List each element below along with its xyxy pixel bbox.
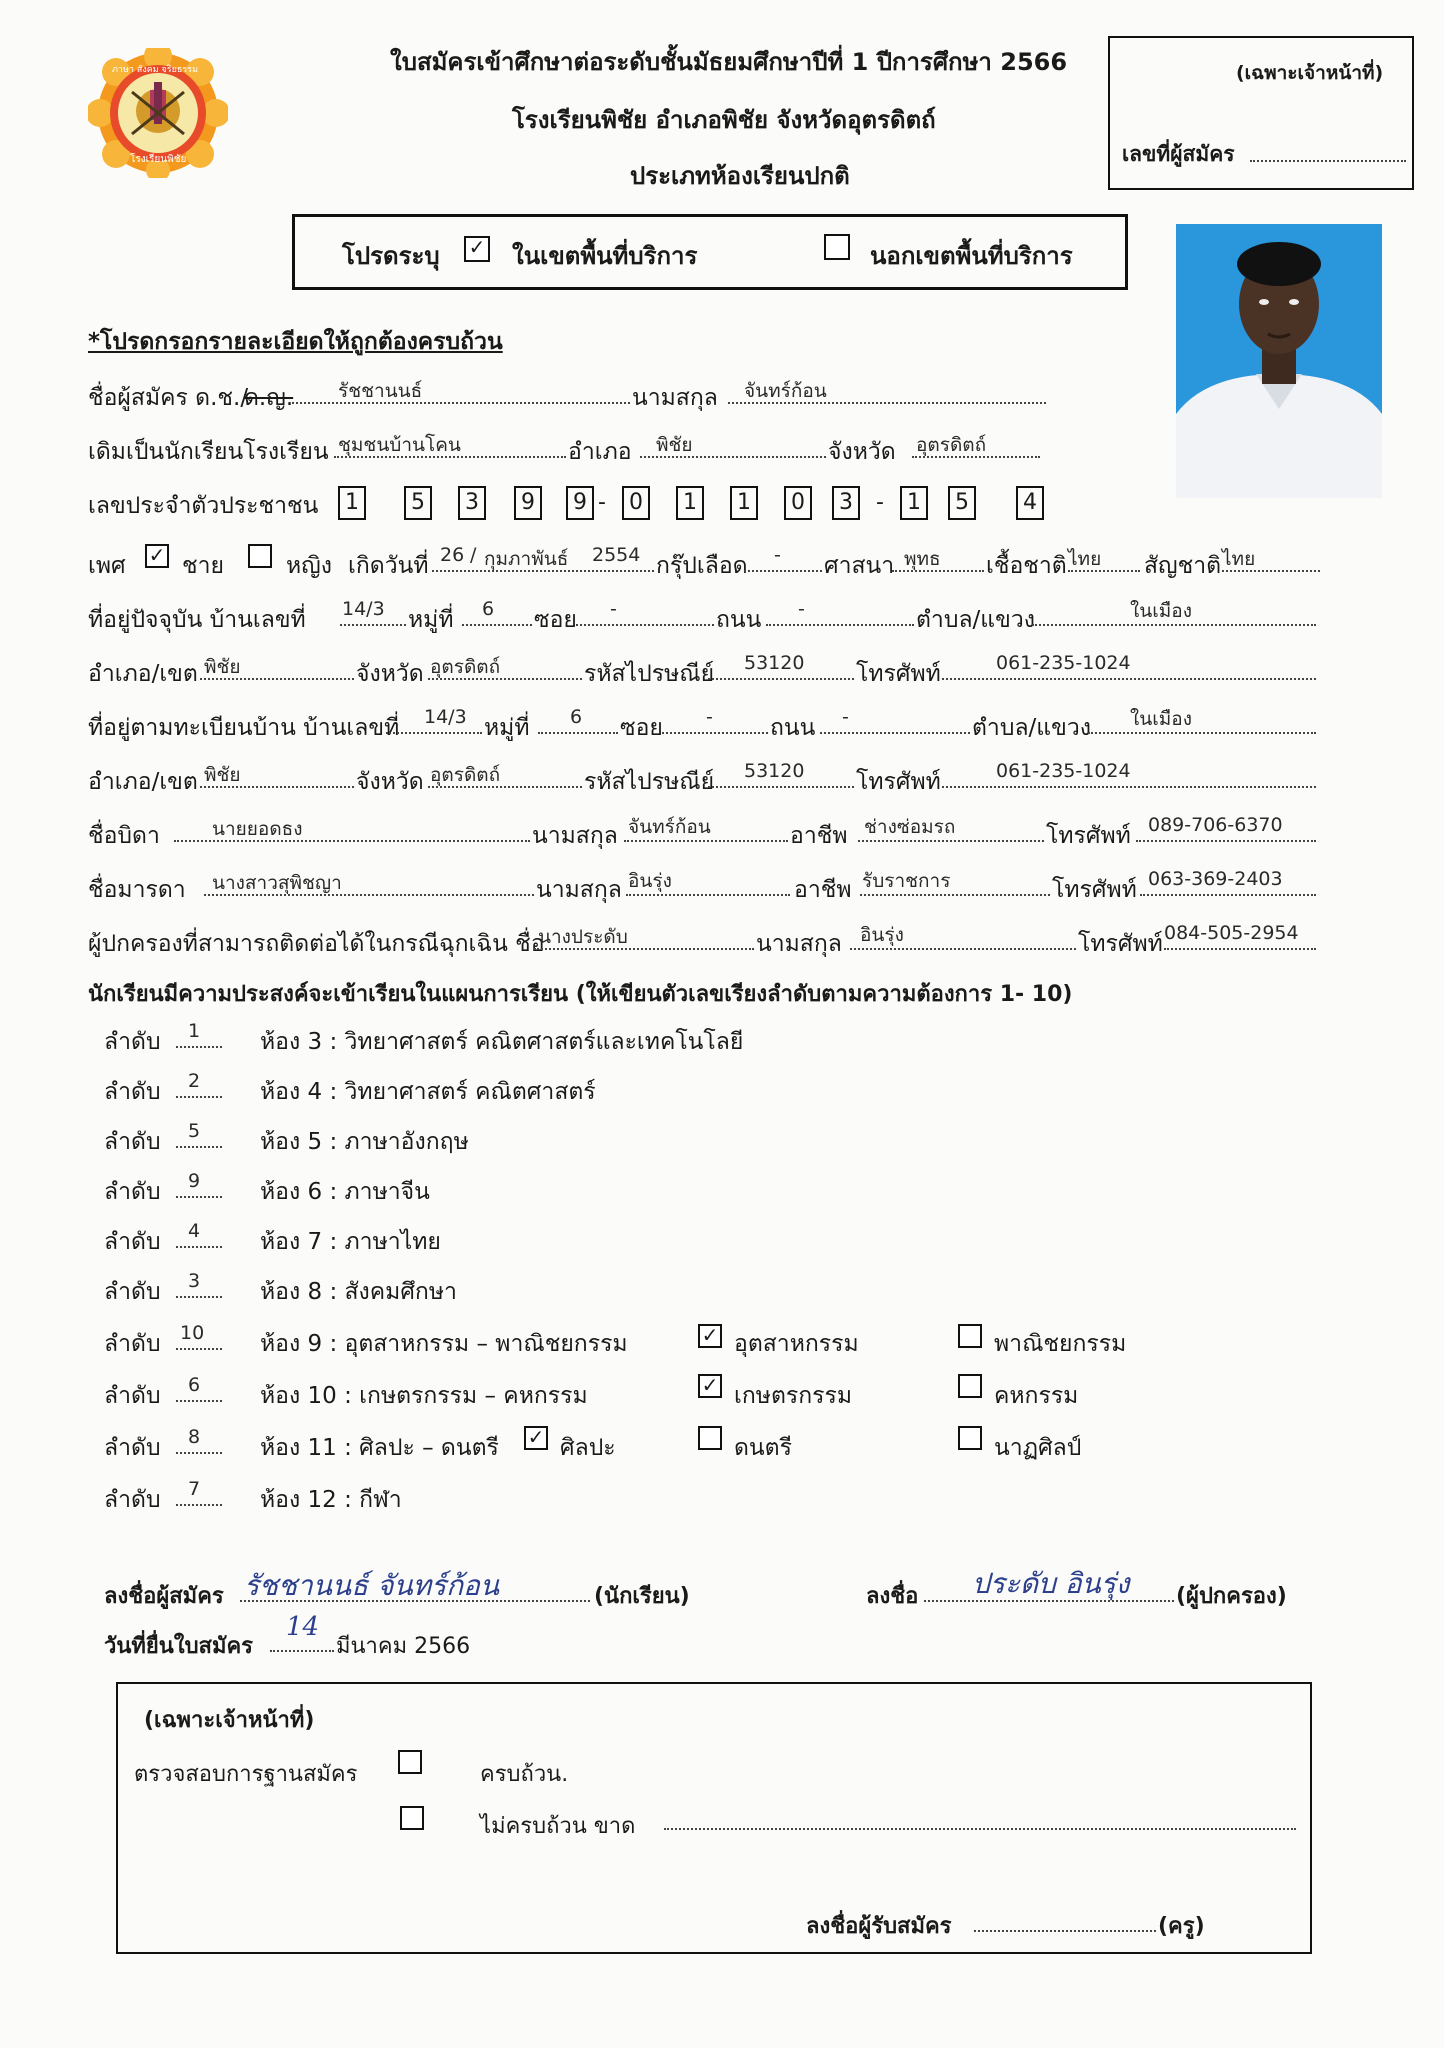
reg-road-dots[interactable] xyxy=(820,732,970,734)
mother-surname-label: นามสกุล xyxy=(536,877,622,903)
cur-moo-label: หมู่ที่ xyxy=(408,607,454,633)
agriculture-checkbox[interactable]: ✓ xyxy=(698,1374,722,1398)
father-name-value: นายยอดธง xyxy=(212,818,303,840)
mother-name-value: นางสาวสุพิชญา xyxy=(212,872,342,894)
mother-label: ชื่อมารดา xyxy=(88,877,186,903)
check-docs-label: ตรวจสอบการฐานสมัคร xyxy=(134,1762,358,1787)
cur-soi-value: - xyxy=(610,598,617,620)
plan-room: ห้อง 5 : ภาษาอังกฤษ xyxy=(260,1129,469,1155)
father-phone-label: โทรศัพท์ xyxy=(1046,823,1131,849)
name-label: ชื่อผู้สมัคร ด.ช./ xyxy=(88,385,249,411)
prev-district-value: พิชัย xyxy=(656,434,693,456)
prev-school-value: ชุมชนบ้านโคน xyxy=(338,434,461,456)
blood-label: กรุ๊ปเลือด xyxy=(656,553,748,579)
student-suffix: (นักเรียน) xyxy=(594,1584,690,1609)
plan-order-label: ลำดับ xyxy=(104,1435,161,1461)
home-economics-checkbox[interactable] xyxy=(958,1374,982,1398)
submit-date-day: 14 xyxy=(286,1612,320,1642)
industry-label: อุตสาหกรรม xyxy=(734,1331,859,1357)
surname-label: นามสกุล xyxy=(632,385,718,411)
surname-value: จันทร์ก้อน xyxy=(744,380,827,402)
guardian-suffix: (ผู้ปกครอง) xyxy=(1176,1584,1287,1609)
blood-value: - xyxy=(774,544,781,566)
plan-order-value: 5 xyxy=(188,1120,201,1142)
reg-postcode-value: 53120 xyxy=(744,760,805,782)
reg-soi-dots[interactable] xyxy=(662,732,768,734)
missing-docs-dots[interactable] xyxy=(664,1828,1296,1830)
national-id-label: เลขประจำตัวประชาชน xyxy=(88,493,319,519)
plan-order-label: ลำดับ xyxy=(104,1331,161,1357)
id-digit-12[interactable]: 5 xyxy=(948,486,976,520)
cur-postcode-label: รหัสไปรษณีย์ xyxy=(584,661,715,687)
teacher-suffix: (ครู) xyxy=(1158,1914,1205,1939)
applicant-photo xyxy=(1176,224,1382,498)
plan-order-dots[interactable] xyxy=(176,1146,222,1148)
plans-heading: นักเรียนมีความประสงค์จะเข้าเรียนในแผนการเรียน (ให้เขียนตัวเลขเรียงลำดับตามความต้องการ 1- 10) xyxy=(88,982,1073,1007)
guardian-phone-value: 084-505-2954 xyxy=(1164,922,1299,944)
ethnicity-label: เชื้อชาติ xyxy=(986,553,1067,579)
area-outside-label: นอกเขตพื้นที่บริการ xyxy=(870,242,1073,270)
art-label: ศิลปะ xyxy=(560,1435,616,1461)
nationality-label: สัญชาติ xyxy=(1144,553,1222,579)
first-name-value: รัชชานนธ์ xyxy=(338,380,423,402)
reg-subdistrict-label: ตำบล/แขวง xyxy=(972,715,1091,741)
id-digit-3[interactable]: 3 xyxy=(458,486,486,520)
incomplete-label: ไม่ครบถ้วน ขาด xyxy=(480,1814,636,1839)
guardian-signature: ประดับ อินรุ่ง xyxy=(972,1567,1130,1600)
cur-road-value: - xyxy=(798,598,805,620)
reg-moo-value: 6 xyxy=(570,706,583,728)
cur-road-dots[interactable] xyxy=(766,624,914,626)
reg-phone-label: โทรศัพท์ xyxy=(856,769,941,795)
cur-district-value: พิชัย xyxy=(204,656,241,678)
plan-order-label: ลำดับ xyxy=(104,1229,161,1255)
father-phone-dots[interactable] xyxy=(1136,840,1316,842)
music-label: ดนตรี xyxy=(734,1435,792,1461)
reg-road-value: - xyxy=(842,706,849,728)
plan-order-value: 10 xyxy=(180,1322,205,1344)
id-digit-11[interactable]: 1 xyxy=(900,486,928,520)
plan-room: ห้อง 10 : เกษตรกรรม – คหกรรม xyxy=(260,1383,588,1409)
reg-addr-label: ที่อยู่ตามทะเบียนบ้าน บ้านเลขที่ xyxy=(88,715,400,741)
reg-province-label: จังหวัด xyxy=(356,769,424,795)
complete-label: ครบถ้วน. xyxy=(480,1762,569,1787)
plan-order-dots[interactable] xyxy=(176,1348,222,1350)
plan-order-dots[interactable] xyxy=(176,1400,222,1402)
officer-box-title: (เฉพาะเจ้าหน้าที่) xyxy=(1236,62,1384,84)
reg-phone-dots[interactable] xyxy=(942,786,1316,788)
id-digit-9[interactable]: 0 xyxy=(784,486,812,520)
cur-moo-dots[interactable] xyxy=(462,624,532,626)
cur-phone-value: 061-235-1024 xyxy=(996,652,1131,674)
plan-order-value: 1 xyxy=(188,1020,201,1042)
plan-room: ห้อง 12 : กีฬา xyxy=(260,1487,402,1513)
plan-order-value: 3 xyxy=(188,1270,201,1292)
id-dash: - xyxy=(876,490,884,515)
id-digit-7[interactable]: 1 xyxy=(676,486,704,520)
birth-day-value: 26 xyxy=(440,544,465,566)
ethnicity-value: ไทย xyxy=(1068,548,1102,570)
plan-room: ห้อง 11 : ศิลปะ – ดนตรี xyxy=(260,1435,499,1461)
male-label: ชาย xyxy=(182,553,225,579)
reg-road-label: ถนน xyxy=(770,715,816,741)
plan-order-label: ลำดับ xyxy=(104,1129,161,1155)
id-dash: - xyxy=(598,490,606,515)
reg-house-value: 14/3 xyxy=(424,706,467,728)
guardian-name-value: นางประดับ xyxy=(538,926,628,948)
mother-job-label: อาชีพ xyxy=(794,877,852,903)
home-economics-label: คหกรรม xyxy=(994,1383,1079,1409)
guardian-phone-dots[interactable] xyxy=(1164,948,1316,950)
dance-label: นาฏศิลป์ xyxy=(994,1435,1082,1461)
blood-dots[interactable] xyxy=(744,570,822,572)
form-title-line2: โรงเรียนพิชัย อำเภอพิชัย จังหวัดอุตรดิตถ์ xyxy=(512,106,936,134)
agriculture-label: เกษตรกรรม xyxy=(734,1383,853,1409)
mother-job-value: รับราชการ xyxy=(862,870,951,892)
area-inside-label: ในเขตพื้นที่บริการ xyxy=(512,242,698,270)
cur-soi-label: ซอย xyxy=(534,607,577,633)
reg-subdistrict-value: ในเมือง xyxy=(1130,708,1192,730)
guardian-label: ผู้ปกครองที่สามารถติดต่อได้ในกรณีฉุกเฉิน ชื่อ xyxy=(88,931,545,957)
plan-order-dots[interactable] xyxy=(176,1296,222,1298)
plan-order-value: 6 xyxy=(188,1374,201,1396)
reg-moo-dots[interactable] xyxy=(538,732,618,734)
plan-room: ห้อง 4 : วิทยาศาสตร์ คณิตศาสตร์ xyxy=(260,1079,596,1105)
cur-phone-dots[interactable] xyxy=(942,678,1316,680)
submit-date-rest: มีนาคม 2566 xyxy=(336,1634,471,1659)
father-job-label: อาชีพ xyxy=(790,823,848,849)
plan-room: ห้อง 8 : สังคมศึกษา xyxy=(260,1279,457,1305)
submit-date-label: วันที่ยื่นใบสมัคร xyxy=(104,1634,253,1659)
plan-room: ห้อง 6 : ภาษาจีน xyxy=(260,1179,430,1205)
cur-addr-label: ที่อยู่ปัจจุบัน บ้านเลขที่ xyxy=(88,607,306,633)
cur-road-label: ถนน xyxy=(716,607,762,633)
female-checkbox[interactable] xyxy=(248,544,272,568)
dance-checkbox[interactable] xyxy=(958,1426,982,1450)
guardian-surname-value: อินรุ่ง xyxy=(860,924,904,946)
plan-order-value: 9 xyxy=(188,1170,201,1192)
id-digit-1[interactable]: 1 xyxy=(338,486,366,520)
cur-postcode-value: 53120 xyxy=(744,652,805,674)
guardian-phone-label: โทรศัพท์ xyxy=(1078,931,1163,957)
id-digit-5[interactable]: 9 xyxy=(566,486,594,520)
reg-postcode-dots[interactable] xyxy=(708,786,854,788)
id-digit-6[interactable]: 0 xyxy=(622,486,650,520)
father-phone-value: 089-706-6370 xyxy=(1148,814,1283,836)
plan-room: ห้อง 7 : ภาษาไทย xyxy=(260,1229,441,1255)
female-label: หญิง xyxy=(286,553,332,579)
birth-sep: / xyxy=(470,544,477,566)
plan-order-label: ลำดับ xyxy=(104,1079,161,1105)
guardian-sign-label: ลงชื่อ xyxy=(866,1584,919,1609)
sex-label: เพศ xyxy=(88,553,126,579)
plan-order-dots[interactable] xyxy=(176,1504,222,1506)
submit-date-dots[interactable] xyxy=(270,1650,334,1652)
incomplete-checkbox[interactable] xyxy=(400,1806,424,1830)
id-digit-2[interactable]: 5 xyxy=(404,486,432,520)
plan-order-dots[interactable] xyxy=(176,1096,222,1098)
cur-phone-label: โทรศัพท์ xyxy=(856,661,941,687)
reg-subdistrict-dots[interactable] xyxy=(1088,732,1316,734)
mother-phone-label: โทรศัพท์ xyxy=(1052,877,1137,903)
father-label: ชื่อบิดา xyxy=(88,823,160,849)
plan-room: ห้อง 3 : วิทยาศาสตร์ คณิตศาสตร์และเทคโนโลยี xyxy=(260,1029,744,1055)
plan-order-value: 8 xyxy=(188,1426,201,1448)
area-outside-checkbox[interactable] xyxy=(824,234,850,260)
plan-order-label: ลำดับ xyxy=(104,1383,161,1409)
reg-soi-value: - xyxy=(706,706,713,728)
cur-subdistrict-value: ในเมือง xyxy=(1130,600,1192,622)
prev-province-label: จังหวัด xyxy=(828,439,896,465)
father-job-value: ช่างซ่อมรถ xyxy=(864,816,956,838)
plan-order-dots[interactable] xyxy=(176,1046,222,1048)
mother-phone-dots[interactable] xyxy=(1140,894,1316,896)
art-checkbox[interactable]: ✓ xyxy=(524,1426,548,1450)
music-checkbox[interactable] xyxy=(698,1426,722,1450)
plan-order-value: 4 xyxy=(188,1220,201,1242)
plan-room: ห้อง 9 : อุตสาหกรรม – พาณิชยกรรม xyxy=(260,1331,628,1357)
area-inside-checkbox[interactable]: ✓ xyxy=(464,236,490,262)
id-digit-4[interactable]: 9 xyxy=(514,486,542,520)
plan-order-label: ลำดับ xyxy=(104,1179,161,1205)
name-label-struck: ด.ญ. xyxy=(244,385,294,411)
plan-order-value: 7 xyxy=(188,1478,201,1500)
birth-year-value: 2554 xyxy=(592,544,641,566)
receiver-sign-dots[interactable] xyxy=(974,1930,1156,1932)
instruction-text: *โปรดกรอกรายละเอียดให้ถูกต้องครบถ้วน xyxy=(88,329,503,355)
commerce-label: พาณิชยกรรม xyxy=(994,1331,1127,1357)
prev-province-value: อุตรดิตถ์ xyxy=(916,434,987,456)
cur-district-label: อำเภอ/เขต xyxy=(88,661,198,687)
id-digit-10[interactable]: 3 xyxy=(832,486,860,520)
cur-soi-dots[interactable] xyxy=(576,624,714,626)
officer-section-title: (เฉพาะเจ้าหน้าที่) xyxy=(144,1708,315,1733)
plan-order-label: ลำดับ xyxy=(104,1279,161,1305)
plan-order-dots[interactable] xyxy=(176,1452,222,1454)
cur-house-value: 14/3 xyxy=(342,598,385,620)
father-surname-label: นามสกุล xyxy=(532,823,618,849)
reg-postcode-label: รหัสไปรษณีย์ xyxy=(584,769,715,795)
applicant-sign-label: ลงชื่อผู้สมัคร xyxy=(104,1584,224,1609)
applicant-no-label: เลขที่ผู้สมัคร xyxy=(1122,142,1235,166)
prev-school-label: เดิมเป็นนักเรียนโรงเรียน xyxy=(88,439,329,465)
religion-label: ศาสนา xyxy=(824,553,895,579)
nationality-value: ไทย xyxy=(1222,548,1256,570)
cur-subdistrict-label: ตำบล/แขวง xyxy=(916,607,1035,633)
id-digit-13[interactable]: 4 xyxy=(1016,486,1044,520)
plan-order-label: ลำดับ xyxy=(104,1029,161,1055)
industry-checkbox[interactable]: ✓ xyxy=(698,1324,722,1348)
applicant-signature: รัชชานนธ์ จันทร์ก้อน xyxy=(244,1569,499,1602)
male-checkbox[interactable]: ✓ xyxy=(145,544,169,568)
commerce-checkbox[interactable] xyxy=(958,1324,982,1348)
reg-district-label: อำเภอ/เขต xyxy=(88,769,198,795)
form-title-line1: ใบสมัครเข้าศึกษาต่อระดับชั้นมัธยมศึกษาปีที่ 1 ปีการศึกษา 2566 xyxy=(390,48,1068,76)
cur-house-dots[interactable] xyxy=(340,624,406,626)
father-surname-value: จันทร์ก้อน xyxy=(628,816,711,838)
prev-district-label: อำเภอ xyxy=(568,439,632,465)
mother-surname-value: อินรุ่ง xyxy=(628,870,672,892)
reg-moo-label: หมู่ที่ xyxy=(484,715,530,741)
logo-text-bottom: โรงเรียนพิชัย xyxy=(130,154,187,165)
religion-value: พุทธ xyxy=(904,548,941,570)
cur-moo-value: 6 xyxy=(482,598,495,620)
complete-checkbox[interactable] xyxy=(398,1750,422,1774)
logo-text-top: ภาษา สังคม จริยธรรม xyxy=(112,65,199,75)
reg-phone-value: 061-235-1024 xyxy=(996,760,1131,782)
cur-postcode-dots[interactable] xyxy=(708,678,854,680)
plan-order-label: ลำดับ xyxy=(104,1487,161,1513)
birth-label: เกิดวันที่ xyxy=(348,553,429,579)
receiver-sign-label: ลงชื่อผู้รับสมัคร xyxy=(806,1914,952,1939)
guardian-surname-label: นามสกุล xyxy=(756,931,842,957)
id-digit-8[interactable]: 1 xyxy=(730,486,758,520)
reg-soi-label: ซอย xyxy=(620,715,663,741)
plan-order-value: 2 xyxy=(188,1070,201,1092)
plan-order-dots[interactable] xyxy=(176,1246,222,1248)
applicant-no-dots[interactable] xyxy=(1250,160,1406,162)
cur-province-value: อุตรดิตถ์ xyxy=(430,656,501,678)
birth-month-value: กุมภาพันธ์ xyxy=(484,548,569,570)
plan-order-dots[interactable] xyxy=(176,1196,222,1198)
area-label: โปรดระบุ xyxy=(342,242,440,270)
form-title-line3: ประเภทห้องเรียนปกติ xyxy=(630,162,850,190)
reg-house-dots[interactable] xyxy=(386,732,482,734)
reg-district-value: พิชัย xyxy=(204,764,241,786)
mother-phone-value: 063-369-2403 xyxy=(1148,868,1283,890)
reg-province-value: อุตรดิตถ์ xyxy=(430,764,501,786)
cur-province-label: จังหวัด xyxy=(356,661,424,687)
